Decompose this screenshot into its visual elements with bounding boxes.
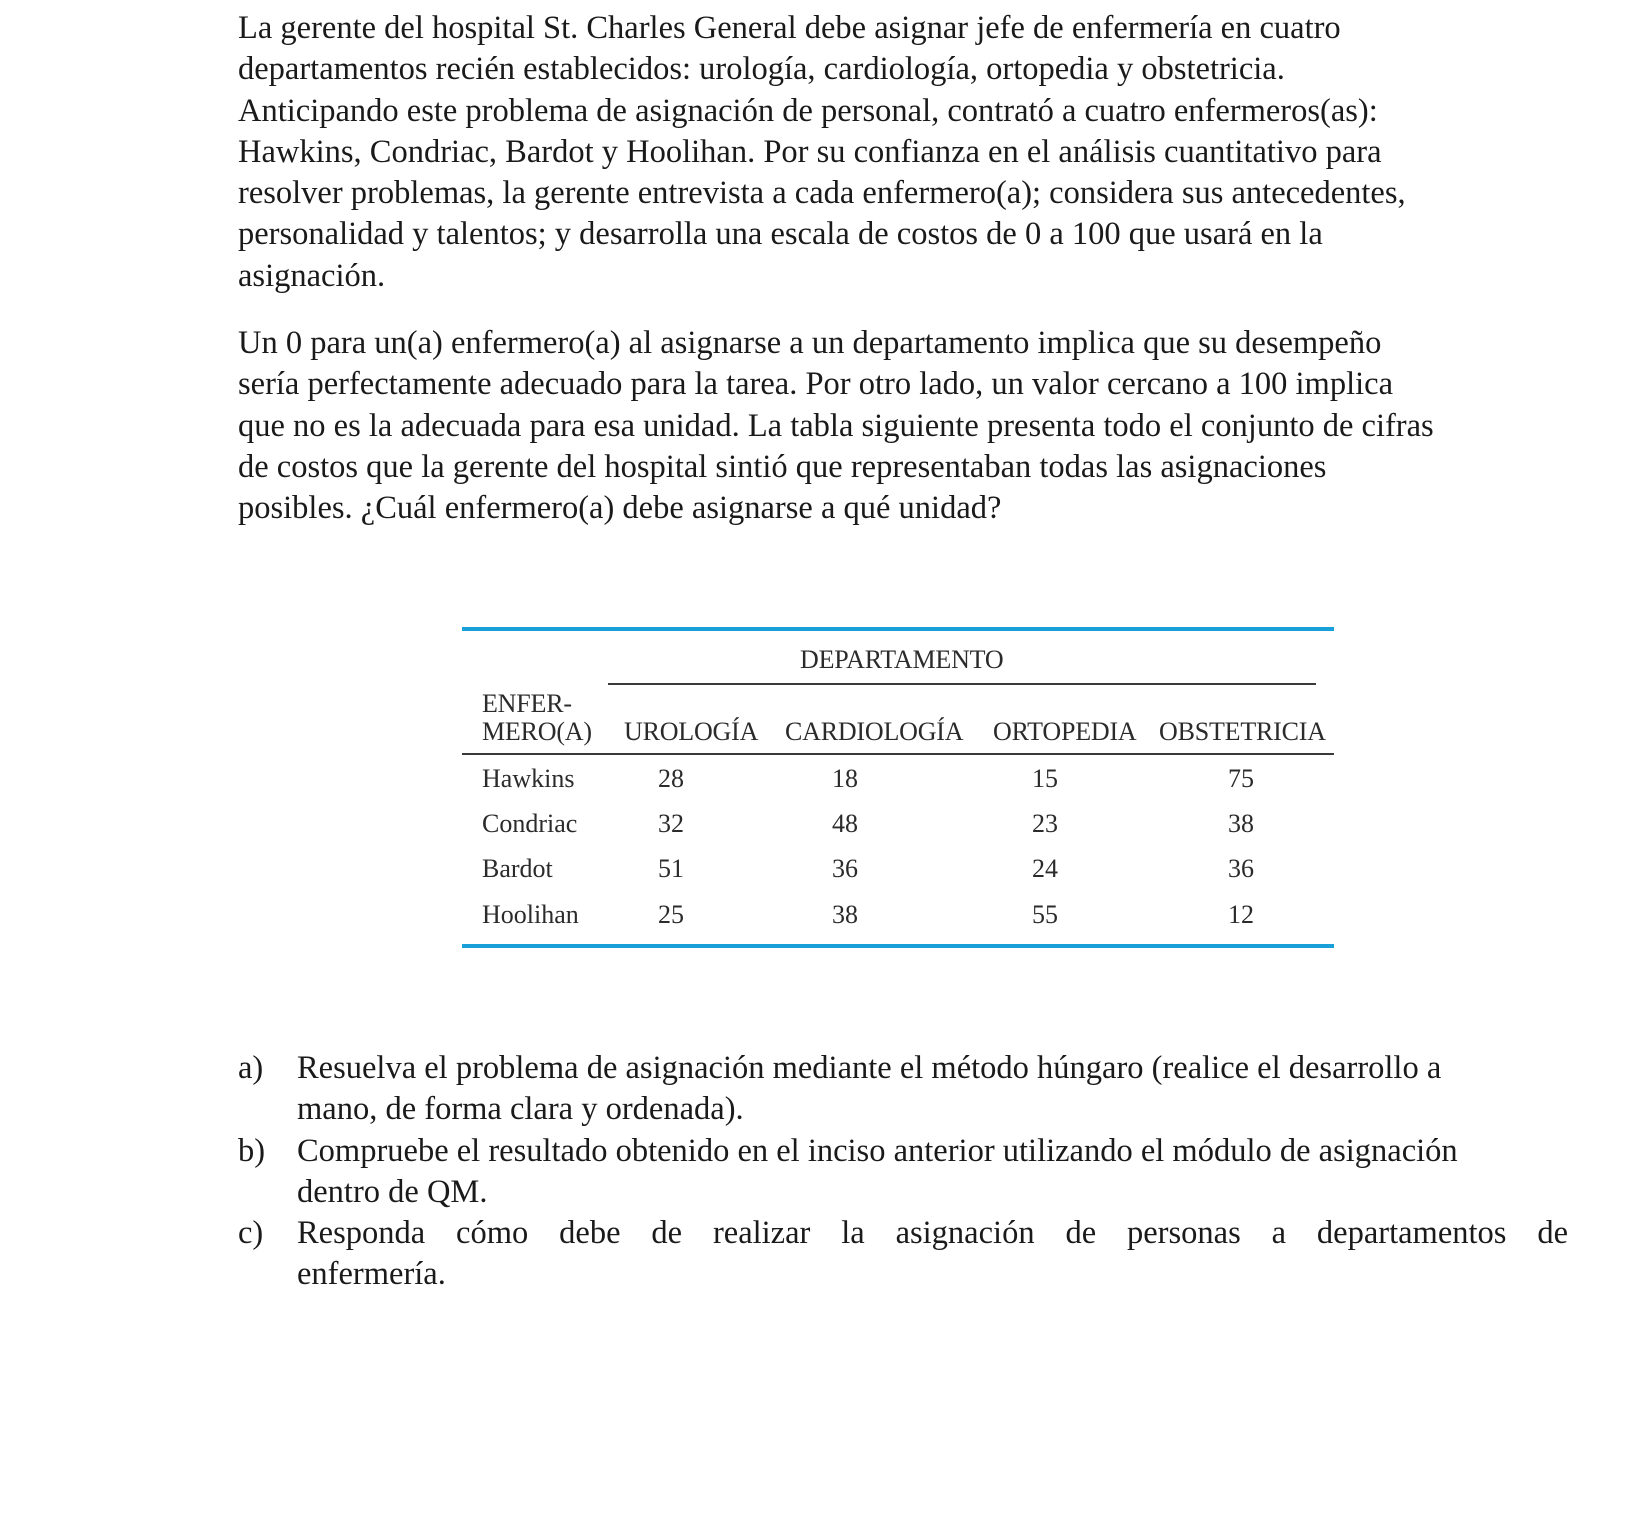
text-line: resolver problemas, la gerente entrevista a cada enfermero(a); considera sus antecedentes, [238,175,1406,212]
table-cell: 18 [832,764,858,793]
question-list [238,1048,1568,1296]
text-line: Responda cómo debe de realizar la asignación de personas a departamentos de [297,1215,1568,1252]
column-header-urologia: UROLOGÍA [624,717,759,746]
table-row-name: Hawkins [482,764,575,793]
text-line: mano, de forma clara y ordenada). [297,1091,744,1128]
table-cell: 28 [658,764,684,793]
list-marker: a) [238,1050,264,1086]
table-row-name: Condriac [482,809,578,838]
group-header-rule [608,683,1316,685]
group-header: DEPARTAMENTO [800,645,1004,674]
cost-table [462,627,1334,949]
text-line: departamentos recién establecidos: urología, cardiología, ortopedia y obstetricia. [238,51,1285,88]
column-header-cardiologia: CARDIOLOGÍA [785,717,964,746]
table-cell: 36 [832,854,858,883]
scale-paragraph [238,323,1578,529]
text-line: Un 0 para un(a) enfermero(a) al asignarse a un departamento implica que su desempeño [238,325,1382,361]
header-rule [462,753,1334,755]
table-cell: 38 [832,900,858,929]
table-cell: 36 [1228,854,1254,883]
text-line: enfermería. [297,1256,446,1293]
text-line: personalidad y talentos; y desarrolla una escala de costos de 0 a 100 que usará en la [238,216,1323,253]
table-cell: 75 [1228,764,1254,793]
table-cell: 55 [1032,900,1058,929]
text-line: La gerente del hospital St. Charles General debe asignar jefe de enfermería en cuatro [238,10,1341,46]
table-cell: 24 [1032,854,1058,883]
text-line: de costos que la gerente del hospital sintió que representaban todas las asignaciones [238,448,1327,485]
table-cell: 15 [1032,764,1058,793]
list-marker: c) [238,1215,264,1252]
text-line: sería perfectamente adecuado para la tarea. Por otro lado, un valor cercano a 100 implica [238,366,1393,403]
list-item [238,1131,1568,1214]
intro-paragraph [238,8,1578,297]
table-row-name: Bardot [482,854,553,883]
table-cell: 38 [1228,809,1254,838]
table-bottom-rule [462,944,1334,948]
row-header-line2: MERO(A) [482,717,592,746]
column-header-ortopedia: ORTOPEDIA [993,717,1137,746]
list-item [238,1213,1568,1296]
column-header-obstetricia: OBSTETRICIA [1159,717,1326,746]
table-cell: 32 [658,809,684,838]
text-line: Hawkins, Condriac, Bardot y Hoolihan. Por su confianza en el análisis cuantitativo para [238,133,1382,170]
table-cell: 48 [832,809,858,838]
text-line: dentro de QM. [297,1173,488,1210]
row-header-line1: ENFER- [482,689,572,718]
table-row-name: Hoolihan [482,900,579,929]
text-line: que no es la adecuada para esa unidad. La tabla siguiente presenta todo el conjunto de cifras [238,407,1434,444]
table-cell: 12 [1228,900,1254,929]
table-top-rule [462,627,1334,631]
list-marker: b) [238,1132,266,1169]
table-cell: 25 [658,900,684,929]
text-line: Anticipando este problema de asignación de personal, contrató a cuatro enfermeros(as): [238,92,1378,129]
table-cell: 23 [1032,809,1058,838]
text-line: Compruebe el resultado obtenido en el inciso anterior utilizando el módulo de asignación [297,1132,1458,1169]
list-item [238,1048,1568,1131]
text-line: asignación. [238,257,386,294]
text-line: posibles. ¿Cuál enfermero(a) debe asignarse a qué unidad? [238,490,1002,527]
text-line: Resuelva el problema de asignación mediante el método húngaro (realice el desarrollo a [297,1050,1442,1086]
table-cell: 51 [658,854,684,883]
